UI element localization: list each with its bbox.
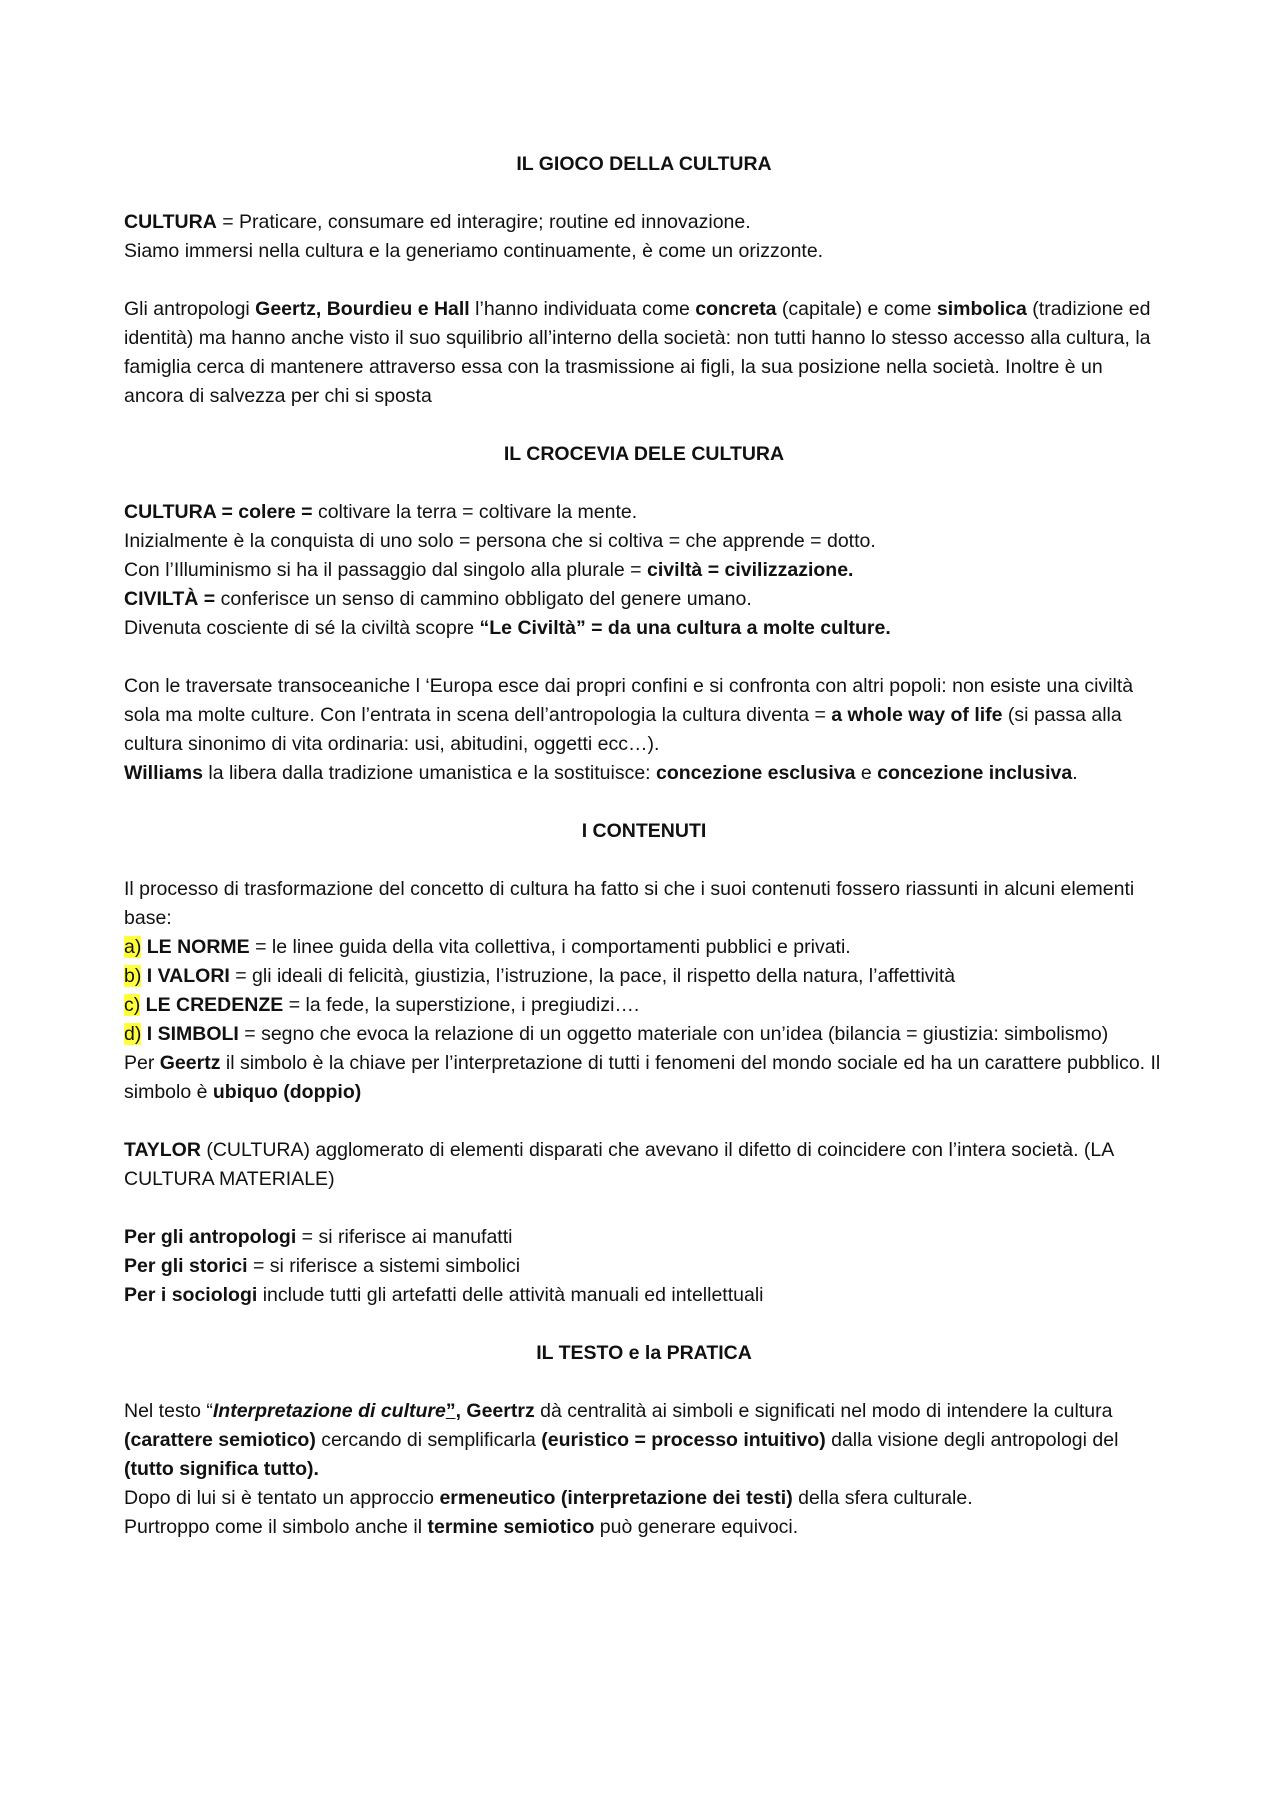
semiotico-line: Purtroppo come il simbolo anche il termine semiotico può generare equivoci. <box>124 1516 799 1538</box>
inizialmente-line: Inizialmente è la conquista di uno solo = persona che si coltiva = che apprende = dotto. <box>124 530 876 552</box>
illuminismo-line: Con l’Illuminismo si ha il passaggio dal singolo alla plurale = civiltà = civilizzazione. <box>124 559 854 581</box>
section-title-testo-pratica: IL TESTO e la PRATICA <box>536 1342 752 1364</box>
list-item-credenze: c) LE CREDENZE = la fede, la superstizione, i pregiudizi…. <box>124 994 640 1016</box>
highlight-mark: d) <box>124 1023 142 1045</box>
storici-line: Per gli storici = si riferisce a sistemi simbolici <box>124 1255 521 1277</box>
sociologi-line: Per i sociologi include tutti gli artefatti delle attività manuali ed intellettuali <box>124 1284 764 1306</box>
highlight-mark: c) <box>124 994 141 1016</box>
highlight-mark: b) <box>124 965 142 987</box>
ermeneutico-line: Dopo di lui si è tentato un approccio ermeneutico (interpretazione dei testi) della sfera culturale. <box>124 1487 973 1509</box>
cultura-definition: CULTURA = Praticare, consumare ed interagire; routine ed innovazione. <box>124 211 751 233</box>
civilta-line: CIVILTÀ = conferisce un senso di cammino obbligato del genere umano. <box>124 588 752 610</box>
section-title-contenuti: I CONTENUTI <box>581 820 707 842</box>
williams-line: Williams la libera dalla tradizione umanistica e la sostituisce: concezione esclusiva e concezione inclusiva. <box>124 762 1078 784</box>
geertz-simbolo-paragraph: Per Geertz il simbolo è la chiave per l’interpretazione di tutti i fenomeni del mondo sociale ed ha un carattere pubblico. Il simbolo è ubiquo (doppio) <box>124 1052 1161 1103</box>
interpretazione-paragraph: Nel testo “Interpretazione di culture”, Geertrz dà centralità ai simboli e significati nel modo di intendere la cultura (carattere semiotico) cercando di semplificarla (euristico = processo intuitivo) dalla visione degli antropologi del (tutto significa tutto). <box>124 1400 1119 1480</box>
list-item-valori: b) I VALORI = gli ideali di felicità, giustizia, l’istruzione, la pace, il rispetto della natura, l’affettività <box>124 965 956 987</box>
cultura-horizon-line: Siamo immersi nella cultura e la generiamo continuamente, è come un orizzonte. <box>124 240 824 262</box>
highlight-mark: a) <box>124 936 142 958</box>
document-page <box>124 150 1164 1542</box>
antropologi-paragraph: Gli antropologi Geertz, Bourdieu e Hall l’hanno individuata come concreta (capitale) e come simbolica (tradizione ed identità) ma hanno anche visto il suo squilibrio all’interno della società: non tutti hanno lo stesso accesso alla cultura, la famiglia cerca di mantenere attraverso essa con la trasmissione ai figli, la sua posizione nella società. Inoltre è un ancora di salvezza per chi si sposta <box>124 298 1151 407</box>
section-title-crocevia: IL CROCEVIA DELE CULTURA <box>503 443 785 465</box>
contenuti-intro: Il processo di trasformazione del concetto di cultura ha fatto si che i suoi contenuti fossero riassunti in alcuni elementi base: <box>124 878 1135 929</box>
cultura-colere-line: CULTURA = colere = coltivare la terra = coltivare la mente. <box>124 501 638 523</box>
traversate-paragraph: Con le traversate transoceaniche l ‘Europa esce dai propri confini e si confronta con altri popoli: non esiste una civiltà sola ma molte culture. Con l’entrata in scena dell’antropologia la cultura diventa = a whole way of life (si passa alla cultura sinonimo di vita ordinaria: usi, abitudini, oggetti ecc…). <box>124 675 1134 755</box>
list-item-norme: a) LE NORME = le linee guida della vita collettiva, i comportamenti pubblici e privati. <box>124 936 851 958</box>
list-item-simboli: d) I SIMBOLI = segno che evoca la relazione di un oggetto materiale con un’idea (bilancia = giustizia: simbolismo) <box>124 1023 1109 1045</box>
taylor-paragraph: TAYLOR (CULTURA) agglomerato di elementi disparati che avevano il difetto di coincidere con l’intera società. (LA CULTURA MATERIALE) <box>124 1139 1114 1190</box>
le-civilta-line: Divenuta cosciente di sé la civiltà scopre “Le Civiltà” = da una cultura a molte culture. <box>124 617 891 639</box>
section-title-gioco: IL GIOCO DELLA CULTURA <box>516 153 772 175</box>
antropologi-line: Per gli antropologi = si riferisce ai manufatti <box>124 1226 513 1248</box>
